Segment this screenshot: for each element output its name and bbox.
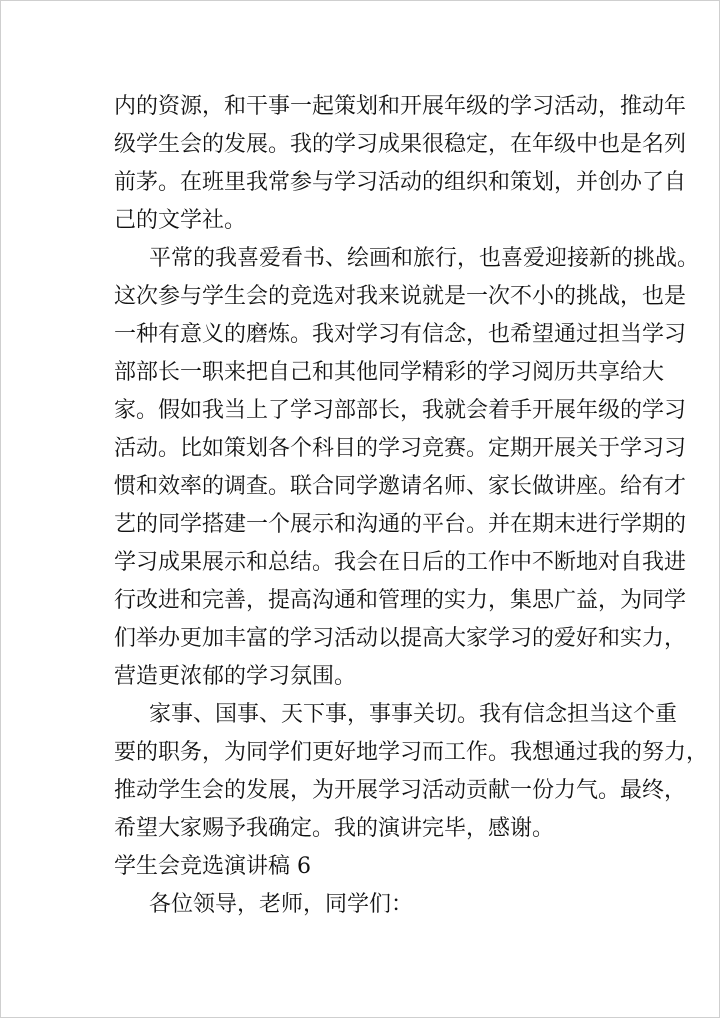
text-line: 平常的我喜爱看书、绘画和旅行，也喜爱迎接新的挑战。 [149, 246, 700, 271]
text-line: 行改进和完善，提高沟通和管理的实力，集思广益，为同学 [114, 588, 687, 613]
text-line: 艺的同学搭建一个展示和沟通的平台。并在期末进行学期的 [114, 512, 687, 537]
text-line: 要的职务，为同学们更好地学习而工作。我想通过我的努力， [114, 740, 709, 765]
text-line: 这次参与学生会的竞选对我来说就是一次不小的挑战，也是 [114, 284, 687, 309]
paragraph-hobbies [114, 240, 700, 696]
paragraph-closing [114, 696, 709, 848]
paragraph-continued [114, 88, 687, 240]
section-title: 学生会竞选演讲稿 6 [114, 854, 311, 879]
text-line: 营造更浓郁的学习氛围。 [114, 664, 357, 689]
salutation: 各位领导，老师，同学们： [149, 892, 414, 917]
text-line: 惯和效率的调查。联合同学邀请名师、家长做讲座。给有才 [114, 474, 687, 499]
text-line: 家。假如我当上了学习部部长，我就会着手开展年级的学习 [114, 398, 687, 423]
text-line: 们举办更加丰富的学习活动以提高大家学习的爱好和实力， [114, 626, 687, 651]
text-line: 学习成果展示和总结。我会在日后的工作中不断地对自我进 [114, 550, 687, 575]
text-line: 推动学生会的发展，为开展学习活动贡献一份力气。最终， [114, 778, 687, 803]
text-line: 家事、国事、天下事，事事关切。我有信念担当这个重 [149, 702, 678, 727]
text-line: 内的资源，和干事一起策划和开展年级的学习活动，推动年 [114, 94, 687, 119]
text-line: 己的文学社。 [114, 208, 247, 233]
text-line: 一种有意义的磨炼。我对学习有信念，也希望通过担当学习 [114, 322, 687, 347]
text-line: 希望大家赐予我确定。我的演讲完毕，感谢。 [114, 816, 555, 841]
text-line: 前茅。在班里我常参与学习活动的组织和策划，并创办了自 [114, 170, 687, 195]
text-line: 部部长一职来把自己和其他同学精彩的学习阅历共享给大 [114, 360, 665, 385]
document-body [114, 88, 709, 924]
text-line: 级学生会的发展。我的学习成果很稳定，在年级中也是名列 [114, 132, 687, 157]
text-line: 活动。比如策划各个科目的学习竞赛。定期开展关于学习习 [114, 436, 687, 461]
